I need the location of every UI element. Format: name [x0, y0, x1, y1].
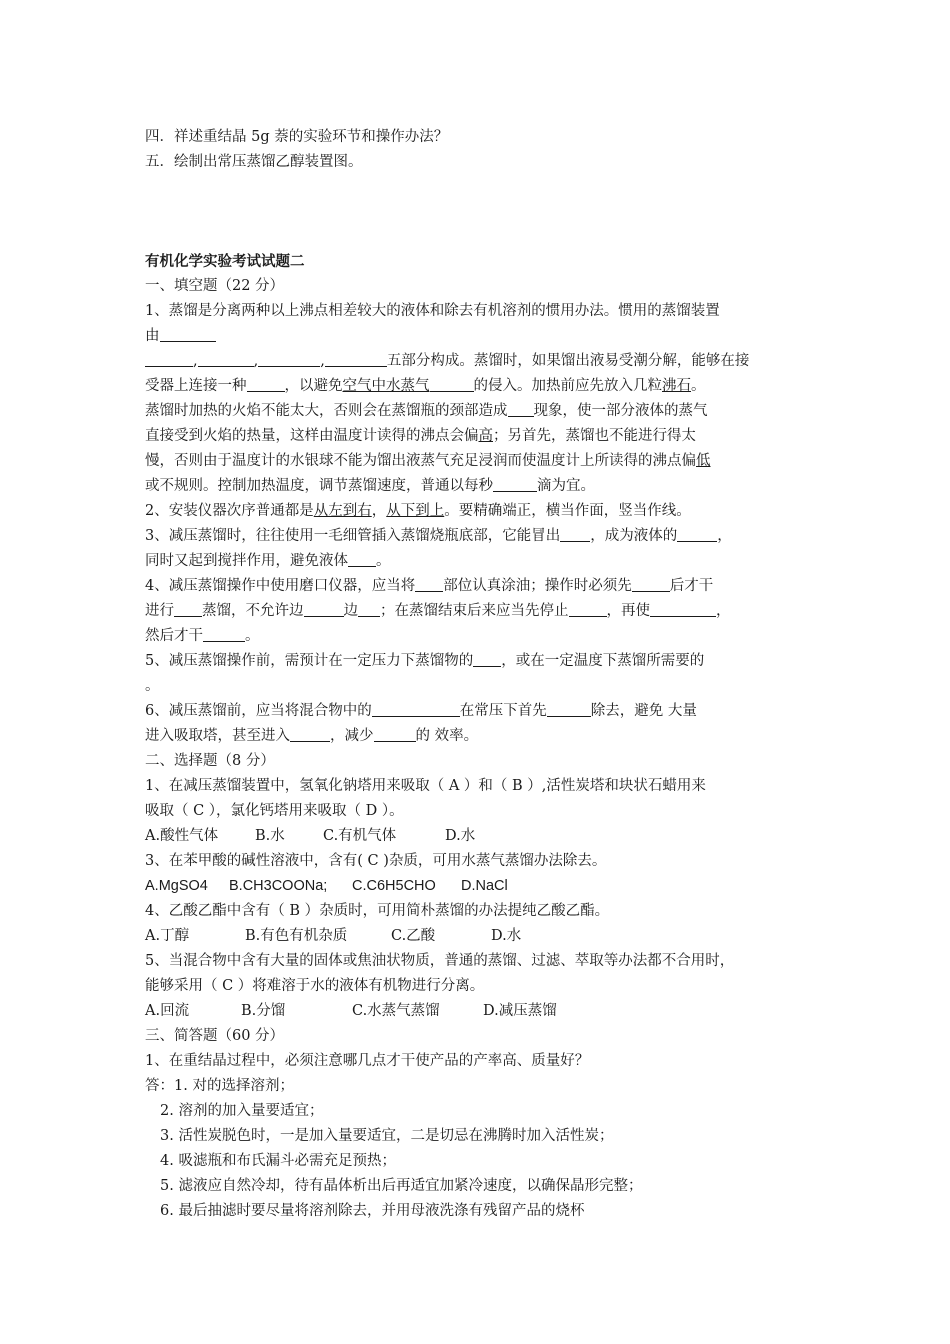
blank: [508, 402, 534, 417]
option: B.CH3COONa;: [229, 878, 328, 894]
blank: [473, 652, 501, 667]
option: B.有色有机杂质: [245, 928, 348, 944]
blank: [677, 527, 717, 542]
answer-underlined: 沸石: [662, 378, 691, 394]
answer-item-4: 4. 吸滤瓶和布氏漏斗必需充足预热；: [160, 1153, 396, 1169]
fill-q4-line1: 4、减压蒸馏操作中使用磨口仪器，应当将 部位认真涂油；操作时必须先 后才干: [145, 578, 714, 594]
option: A.MgSO4: [145, 878, 208, 894]
option: A.回流: [145, 1003, 190, 1019]
fill-q4-line3: 然后才干 。: [145, 628, 260, 644]
blank: [160, 327, 216, 342]
answer-underlined: 从下到上: [386, 503, 445, 519]
question-5: 五．绘制出常压蒸馏乙醇装置图。: [145, 154, 363, 170]
blank: [372, 702, 460, 717]
choice-q5-line2: 能够采用（ C ）将难溶于水的液体有机物进行分离。: [145, 978, 485, 994]
blank: [258, 352, 320, 367]
option: D.水: [445, 828, 476, 844]
answer-item-3: 3. 活性炭脱色时，一是加入量要适宜，二是切忌在沸腾时加入活性炭；: [160, 1128, 614, 1144]
blank: [415, 577, 443, 592]
option: C.水蒸气蒸馏: [352, 1003, 440, 1019]
section-1-heading: 一、填空题（22 分）: [145, 278, 285, 294]
fill-q1-line5: 蒸馏时加热的火焰不能太大，否则会在蒸馏瓶的颈部造成 现象，使一部分液体的蒸气: [145, 403, 708, 419]
option: C.有机气体: [323, 828, 397, 844]
exam-title: 有机化学实验考试试题二: [145, 254, 305, 270]
fill-q3-line2: 同时又起到搅拌作用，避免液体 。: [145, 553, 391, 569]
answer-item-1: 答：1. 对的选择溶剂；: [145, 1078, 294, 1094]
fill-q1-line1: 1、蒸馏是分离两种以上沸点相差较大的液体和除去有机溶剂的惯用办法。惯用的蒸馏装置: [145, 303, 720, 319]
fill-q6-line2: 进入吸取塔，甚至进入 ，减少 的 效率。: [145, 728, 479, 744]
blank: [560, 527, 590, 542]
option: C.乙酸: [391, 928, 436, 944]
fill-q1-line4: 受器上连接一种 ，以避免空气中水蒸气 的侵入。加热前应先放入几粒沸石。: [145, 378, 706, 394]
fill-q5-line2: 。: [145, 678, 160, 694]
answer-item-2: 2. 溶剂的加入量要适宜；: [160, 1103, 324, 1119]
blank: [304, 602, 344, 617]
option: D.NaCl: [461, 878, 508, 894]
answer-underlined: 空气中水蒸气: [342, 378, 430, 394]
fill-q1-line7: 慢，否则由于温度计的水银球不能为馏出液蒸气充足浸润而使温度计上所读得的沸点偏低: [145, 453, 711, 469]
fill-q1-line6: 直接受到火焰的热量，这样由温度计读得的沸点会偏高；另首先，蒸馏也不能进行得太: [145, 428, 696, 444]
fill-q2: 2、安装仪器次序普通都是从左到右，从下到上。要精确端正，横当作面，竖当作线。: [145, 503, 691, 519]
fill-q6-line1: 6、减压蒸馏前，应当将混合物中的 在常压下首先 除去，避免 大量: [145, 703, 697, 719]
choice-q1-line1: 1、在减压蒸馏装置中，氢氧化钠塔用来吸取（ A ）和（ B ）,活性炭塔和块状石蜡用来: [145, 778, 706, 794]
answer-item-6: 6. 最后抽滤时要尽量将溶剂除去，并用母液洗涤有残留产品的烧杯: [160, 1203, 585, 1219]
blank: [145, 352, 193, 367]
question-4: 四．祥述重结晶 5g 萘的实验环节和操作办法？: [145, 129, 449, 145]
blank: [174, 602, 202, 617]
choice-q5-line1: 5、当混合物中含有大量的固体或焦油状物质，普通的蒸馏、过滤、萃取等办法都不合用时，: [145, 953, 735, 969]
fill-q5-line1: 5、减压蒸馏操作前，需预计在一定压力下蒸馏物的 ，或在一定温度下蒸馏所需要的: [145, 653, 705, 669]
answer-underlined: 从左到右: [313, 503, 372, 519]
choice-q3: 3、在苯甲酸的碱性溶液中，含有( C )杂质，可用水蒸气蒸馏办法除去。: [145, 853, 607, 869]
blank: [632, 577, 670, 592]
blank: [493, 477, 537, 492]
answer-item-5: 5. 滤液应自然冷却，待有晶体析出后再适宜加紧冷速度，以确保晶形完整；: [160, 1178, 643, 1194]
blank: [374, 727, 416, 742]
option: D.水: [491, 928, 522, 944]
option: A.丁醇: [145, 928, 190, 944]
choice-q1-line2: 吸取（ C ），氯化钙塔用来吸取（ D ）。: [145, 803, 404, 819]
choice-q4: 4、乙酸乙酯中含有（ B ）杂质时，可用简朴蒸馏的办法提纯乙酸乙酯。: [145, 903, 610, 919]
fill-q3-line1: 3、减压蒸馏时，往往使用一毛细管插入蒸馏烧瓶底部，它能冒出 ，成为液体的 ，: [145, 528, 732, 544]
option: D.减压蒸馏: [483, 1003, 557, 1019]
answer-underlined: 高: [478, 428, 493, 444]
option: B.分馏: [241, 1003, 286, 1019]
blank: [650, 602, 716, 617]
fill-q1-line3: , , , 五部分构成。蒸馏时，如果馏出液易受潮分解，能够在接: [145, 352, 749, 370]
blank: [430, 377, 474, 392]
answer-underlined: 低: [696, 453, 711, 469]
fill-q1-line2: 由: [145, 327, 216, 345]
blank: [569, 602, 607, 617]
blank: [247, 377, 285, 392]
option: B.水: [255, 828, 285, 844]
blank: [348, 552, 376, 567]
blank: [290, 727, 330, 742]
blank: [325, 352, 387, 367]
fill-q1-line8: 或不规则。控制加热温度，调节蒸馏速度，普通以每秒 滴为宜。: [145, 478, 595, 494]
option: A.酸性气体: [145, 828, 219, 844]
blank: [358, 602, 380, 617]
blank: [198, 352, 254, 367]
fill-q4-line2: 进行 蒸馏，不允许边 边 ；在蒸馏结束后来应当先停止 ，再使 ，: [145, 603, 731, 619]
blank: [547, 702, 591, 717]
section-3-heading: 三、简答题（60 分）: [145, 1028, 285, 1044]
option: C.C6H5CHO: [352, 878, 436, 894]
section-2-heading: 二、选择题（8 分）: [145, 753, 275, 769]
short-answer-q1: 1、在重结晶过程中，必须注意哪几点才干使产品的产率高、质量好？: [145, 1053, 590, 1069]
blank: [203, 627, 245, 642]
